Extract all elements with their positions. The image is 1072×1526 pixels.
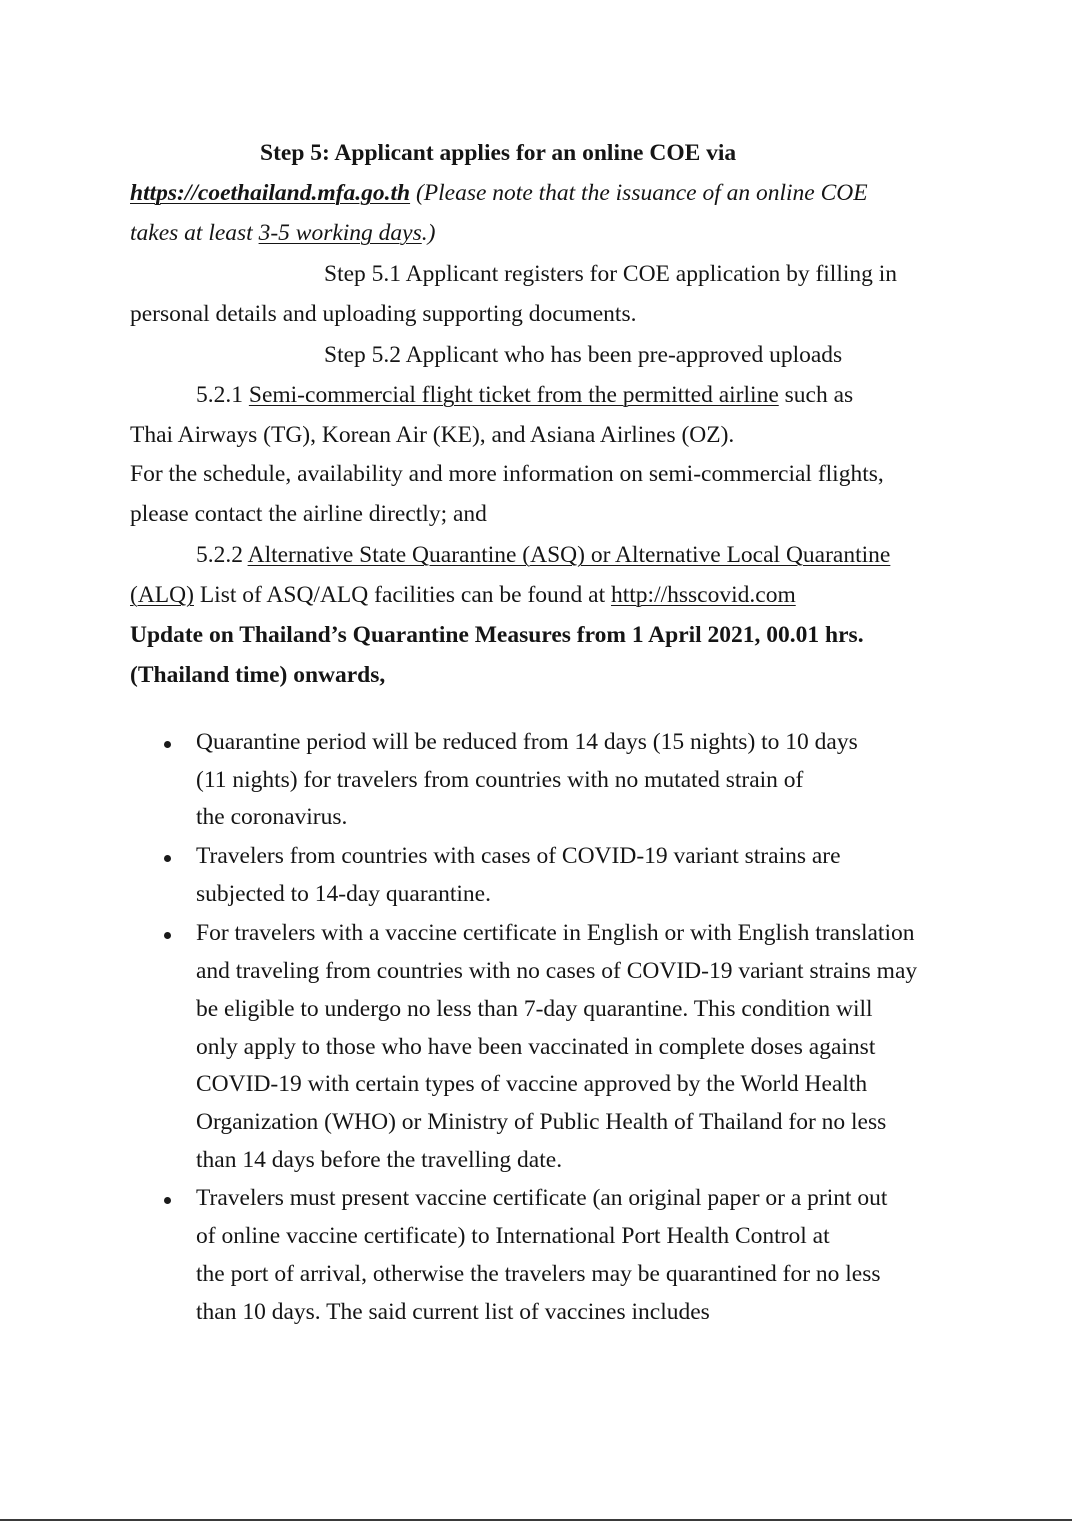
- bullet3-line7: than 14 days before the travelling date.: [196, 1147, 563, 1173]
- step521-line1: [196, 380, 853, 410]
- step522-line1: [196, 540, 890, 570]
- step51-line1: Step 5.1 Applicant registers for COE application by filling in: [324, 261, 898, 287]
- step521-rest: such as: [778, 382, 854, 408]
- step522-rest: List of ASQ/ALQ facilities can be found at: [193, 582, 611, 608]
- step5-heading: Step 5: Applicant applies for an online COE via: [260, 140, 737, 166]
- step522-number: 5.2.2: [196, 542, 248, 568]
- bullet-dot-icon: [164, 855, 171, 862]
- bullet3-line1: For travelers with a vaccine certificate in English or with English translation: [196, 920, 915, 946]
- update-heading-line2: (Thailand time) onwards,: [130, 662, 386, 688]
- update-heading-line1: Update on Thailand’s Quarantine Measures from 1 April 2021, 00.01 hrs.: [130, 622, 864, 648]
- bullet4-line4: than 10 days. The said current list of vaccines includes: [196, 1299, 710, 1325]
- working-days-text: 3-5 working days: [258, 220, 422, 246]
- bullet1-line1: Quarantine period will be reduced from 14 days (15 nights) to 10 days: [196, 729, 858, 755]
- step52-line1: Step 5.2 Applicant who has been pre-approved uploads: [324, 342, 843, 368]
- step51-line2: personal details and uploading supporting documents.: [130, 301, 637, 327]
- step5-note-end: .): [421, 220, 436, 246]
- bullet2-line2: subjected to 14-day quarantine.: [196, 881, 491, 907]
- step522-line2: [130, 580, 796, 610]
- bullet1-line2: (11 nights) for travelers from countries with no mutated strain of: [196, 767, 804, 793]
- step521-number: 5.2.1: [196, 382, 249, 408]
- bullet3-line3: be eligible to undergo no less than 7-day quarantine. This condition will: [196, 996, 873, 1022]
- step521-line2: Thai Airways (TG), Korean Air (KE), and Asiana Airlines (OZ).: [130, 422, 735, 448]
- schedule-line2: please contact the airline directly; and: [130, 501, 487, 527]
- page-bottom-edge: [0, 1519, 1072, 1521]
- bullet4-line2: of online vaccine certificate) to International Port Health Control at: [196, 1223, 830, 1249]
- bullet4-line1: Travelers must present vaccine certificate (an original paper or a print out: [196, 1185, 888, 1211]
- bullet3-line4: only apply to those who have been vaccinated in complete doses against: [196, 1034, 876, 1060]
- bullet4-line3: the port of arrival, otherwise the travelers may be quarantined for no less: [196, 1261, 881, 1287]
- hsscovid-link[interactable]: http://hsscovid.com: [611, 582, 796, 608]
- bullet1-line3: the coronavirus.: [196, 804, 348, 830]
- step5-note-prefix: takes at least: [130, 220, 259, 246]
- bullet-dot-icon: [164, 741, 171, 748]
- bullet2-line1: Travelers from countries with cases of COVID-19 variant strains are: [196, 843, 841, 869]
- asq-alq-text: Alternative State Quarantine (ASQ) or Alternative Local Quarantine: [247, 542, 891, 568]
- bullet-dot-icon: [164, 932, 171, 939]
- bullet3-line5: COVID-19 with certain types of vaccine approved by the World Health: [196, 1071, 868, 1097]
- schedule-line1: For the schedule, availability and more information on semi-commercial flights,: [130, 461, 884, 487]
- coe-website-link[interactable]: https://coethailand.mfa.go.th: [130, 180, 411, 206]
- bullet3-line2: and traveling from countries with no cases of COVID-19 variant strains may: [196, 958, 918, 984]
- step5-note-line2: [130, 218, 435, 248]
- bullet3-line6: Organization (WHO) or Ministry of Public Health of Thailand for no less: [196, 1109, 887, 1135]
- step5-note-line1: [130, 178, 868, 208]
- alq-text: (ALQ): [130, 582, 194, 608]
- bullet-dot-icon: [164, 1197, 171, 1204]
- step5-note-text: (Please note that the issuance of an online COE: [410, 180, 868, 206]
- flight-ticket-text: Semi-commercial flight ticket from the permitted airline: [248, 382, 779, 408]
